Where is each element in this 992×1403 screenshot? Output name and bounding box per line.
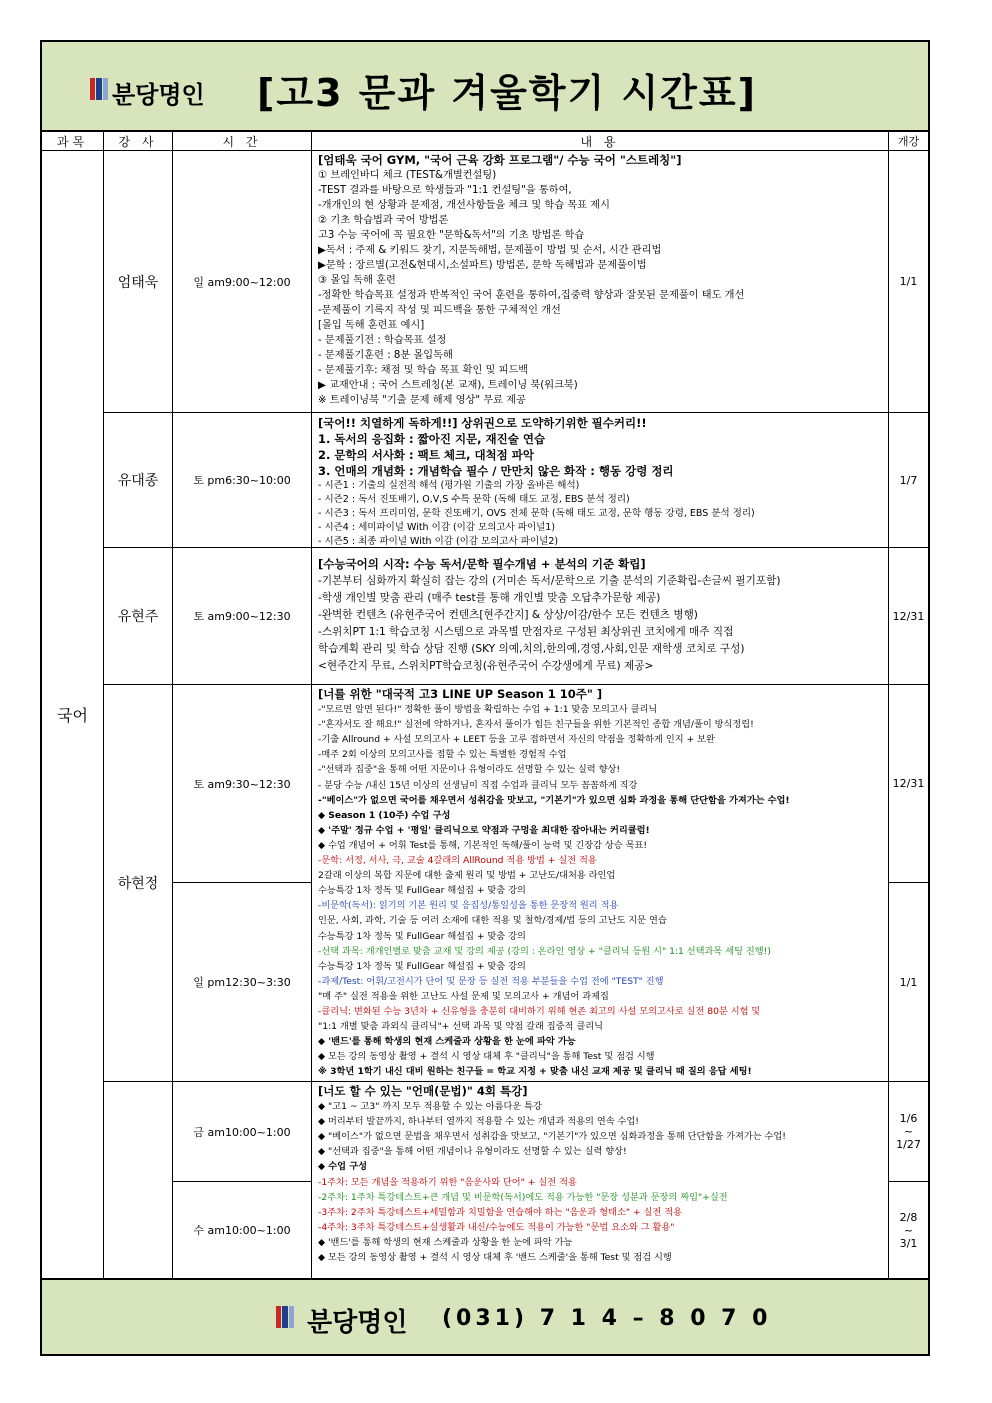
col-teacher: 강 사: [104, 132, 173, 151]
timetable-sheet: [40, 40, 930, 1356]
content-line: ◆ "선택과 집중"을 통해 어떤 개념이나 유형이라도 선명할 수 있는 실력 향상!: [318, 1146, 627, 1158]
content-line: -문제풀이 기록지 작성 및 피드백을 통한 구체적인 개선: [318, 305, 561, 316]
subject-cell: 국어: [42, 151, 104, 1278]
start-cell: 12/31: [889, 685, 928, 883]
content-cell: [312, 548, 889, 685]
content-heading: [국어!! 치열하게 독하게!!] 상위권으로 도약하기위한 필수커리!!: [318, 416, 647, 430]
content-line: 2갈래 이상의 복합 지문에 대한 출제 원리 및 방법 + 고난도/대처용 라인업: [318, 870, 616, 882]
content-heading: [너를 위한 "대국적 고3 LINE UP Season 1 10주" ]: [318, 687, 603, 701]
footer-brand: 분당명인: [307, 1308, 408, 1338]
content-line: -4주차: 3주차 특강테스트+실생활과 내신/수능에도 적용이 가능한 "문법 요소와 그 활용": [318, 1221, 675, 1233]
time-cell: 토 am9:30~12:30: [173, 685, 312, 883]
content-line: - 문제풀기후: 채점 및 학습 목표 확인 및 피드백: [318, 365, 529, 376]
content-line: 2. 문학의 서사화 : 팩트 체크, 대척점 파악: [318, 448, 534, 462]
content-line: -개개인의 현 상황과 문제점, 개선사항들을 체크 및 학습 목표 제시: [318, 200, 610, 211]
start-cell: 1/7: [889, 413, 928, 548]
start-cell: 2/8 ~ 3/1: [899, 1210, 918, 1250]
content-heading: [수능국어의 시작: 수능 독서/문학 필수개념 + 분석의 기준 확립]: [318, 557, 646, 571]
content-line: -완벽한 컨텐츠 (유현주국어 컨텐츠[현주간지] & 상상/이감/한수 모든 컨텐츠 병행): [318, 609, 698, 621]
content-line: -스위치PT 1:1 학습코칭 시스템으로 과목별 만점자로 구성된 최상위권 코치에게 매주 직접: [318, 626, 734, 638]
content-line: -기출 Allround + 사설 모의고사 + LEET 등을 고루 접하면서 자신의 약점을 정확하게 인지 + 보완: [318, 734, 715, 746]
start-cell: 1/1: [889, 151, 928, 413]
content-line: ◆ '밴드'를 통해 학생의 현재 스케줄과 상황을 한 눈에 파악 가능: [318, 1236, 573, 1248]
content-line: - 시즌1 : 기출의 실전적 해석 (평가원 기출의 가장 올바른 해석): [318, 480, 580, 491]
time-cell: 일 pm12:30~3:30: [173, 883, 312, 1082]
content-cell: [312, 685, 889, 1082]
content-line: -클리닉: 변화된 수능 3년차 + 신유형을 충분히 대비하기 위해 현존 최고의 사설 모의고사로 실전 80분 시험 및: [318, 1005, 761, 1017]
time-cell: 수 am10:00~1:00: [173, 1182, 312, 1278]
content-line: 3. 언매의 개념화 : 개념학습 필수 / 만만치 않은 화작 : 행동 강령 정리: [318, 464, 674, 478]
content-line: ▶문학 : 장르별(고전&현대시,소설파트) 방법론, 문학 독해법과 문제풀이법: [318, 260, 647, 271]
content-line: 고3 수능 국어에 꼭 필요한 "문학&독서"의 기초 방법론 학습: [318, 230, 585, 241]
content-line: -"베이스"가 없으면 국어를 채우면서 성취감을 맛보고, "기본기"가 있으면 심화 과정을 통해 단단함을 가져가는 수업!: [318, 794, 790, 806]
content-line: <현주간지 무료, 스위치PT학습코칭(유현주국어 수강생에게 무료) 제공>: [318, 660, 654, 672]
content-line: ◆ "베이스"가 없으면 문법을 채우면서 성취감을 맛보고, "기본기"가 있으면 심화과정을 통해 단단함을 가져가는 수업!: [318, 1131, 786, 1143]
content-line: -매주 2회 이상의 모의고사를 접할 수 있는 특별한 경험적 수업: [318, 749, 567, 761]
time-cell: 금 am10:00~1:00: [173, 1082, 312, 1182]
content-line: -1주차: 모든 개념을 적용하기 위한 "음운사와 단어" + 실전 적용: [318, 1176, 577, 1188]
logo-icon: [90, 78, 108, 100]
start-cell: 1/1: [889, 883, 928, 1082]
start-cell: 12/31: [889, 548, 928, 685]
content-line: 수능특강 1차 정독 및 FullGear 해설집 + 맞춤 강의: [318, 930, 526, 942]
content-line: ◆ '주말' 정규 수업 + '평일' 클리닉으로 약점과 구멍을 최대한 잡아내는 커리큘럼!: [318, 824, 650, 836]
content-line: "1:1 개별 맞춤 과외식 클리닉"+ 선택 과목 및 약점 갈래 집중적 클리닉: [318, 1021, 603, 1033]
content-line: -비문학(독서): 읽기의 기본 원리 및 응집성/통일성을 통한 문장적 원리 적용: [318, 900, 619, 912]
content-line: 수능특강 1차 정독 및 FullGear 해설집 + 맞춤 강의: [318, 885, 526, 897]
content-line: - 시즌4 : 세미파이널 With 이감 (이감 모의고사 파이널1): [318, 522, 556, 533]
footer-band: [42, 1278, 928, 1354]
content-cell: [312, 151, 889, 413]
content-line: ※ 트레이닝북 "기출 문제 해제 영상" 무료 제공: [318, 395, 526, 406]
content-line: - 문제풀기전 : 학습목표 설정: [318, 335, 447, 346]
time-cell: 일 am9:00~12:00: [173, 151, 312, 413]
content-cell: [312, 1082, 889, 1278]
teacher-cell-continued: [104, 1082, 173, 1278]
content-line: ◆ 모든 강의 동영상 촬영 + 결석 시 영상 대체 후 "클리닉"을 통해 Test 및 점검 시행: [318, 1051, 655, 1063]
content-line: ※ 3학년 1학기 내신 대비 원하는 친구들 = 학교 지정 + 맞춤 내신 교재 제공 및 클리닉 때 질의 응답 세팅!: [318, 1066, 752, 1078]
content-line: ◆ 수업 구성: [318, 1161, 367, 1173]
header-brand: 분당명인: [112, 81, 205, 109]
teacher-cell: 엄태욱: [104, 151, 173, 413]
logo-icon: [276, 1306, 294, 1328]
content-line: -"혼자서도 잘 해요!" 실전에 약하거나, 혼자서 풀이가 힘든 친구들을 위한 기본적인 종합 개념/풀이 방식정립!: [318, 719, 754, 731]
content-line: -선택 과목: 개개인별로 맞춤 교재 및 강의 제공 (강의 : 온라인 영상 + "클리닉 등원 시" 1:1 선택과목 세팅 진행!): [318, 945, 771, 957]
page-title: [고3 문과 겨울학기 시간표]: [257, 71, 757, 115]
content-line: 학습계획 관리 및 학습 상담 진행 (SKY 의예,치의,한의예,경영,사회,인문 재학생 코치로 구성): [318, 643, 745, 655]
content-line: - 시즌3 : 독서 프리미엄, 문학 진또배기, OVS 전체 문학 (독해 태도 교정, 문학 행동 강령, EBS 분석 정리): [318, 508, 755, 519]
start-cell: 1/6 ~ 1/27: [889, 1082, 928, 1182]
time-cell: 토 pm6:30~10:00: [173, 413, 312, 548]
content-line: 1. 독서의 응집화 : 짧아진 지문, 재진술 연습: [318, 432, 546, 446]
content-line: -기본부터 심화까지 확실히 잡는 강의 (거미손 독서/문학으로 기출 분석의 기준확립-손글씨 필기포함): [318, 575, 781, 587]
col-content: 내 용: [312, 132, 889, 151]
content-line: ▶독서 : 주제 & 키워드 찾기, 지문독해법, 문제풀이 방법 및 순서, 시간 관리법: [318, 245, 662, 256]
content-line: -TEST 결과를 바탕으로 학생들과 "1:1 컨설팅"을 통하여,: [318, 185, 572, 196]
col-subject: 과목: [42, 132, 104, 151]
content-line: ① 브레인바디 체크 (TEST&개별컨설팅): [318, 170, 497, 181]
content-line: ③ 몰입 독해 훈련: [318, 275, 396, 286]
content-line: -학생 개인별 맞춤 관리 (매주 test를 통해 개인별 맞춤 오답추가문항 제공): [318, 592, 661, 604]
content-line: ◆ '밴드'를 통해 학생의 현재 스케줄과 상황을 한 눈에 파악 가능: [318, 1036, 576, 1048]
content-line: - 시즌2 : 독서 진또배기, O,V,S 수특 문학 (독해 태도 교정, EBS 분석 정리): [318, 494, 630, 505]
content-line: ◆ 모든 강의 동영상 촬영 + 결석 시 영상 대체 후 '밴드 스케줄'을 통해 Test 및 점검 시행: [318, 1252, 672, 1264]
content-line: -2주차: 1주차 특강테스트+큰 개념 및 비문학(독서)에도 적용 가능한 "문장 성분과 문장의 짜임"+실전: [318, 1191, 728, 1203]
content-line: - 시즌5 : 최종 파이널 With 이감 (이감 모의고사 파이널2): [318, 536, 559, 547]
content-line: [몰입 독해 훈련표 예시]: [318, 320, 425, 331]
content-heading: [엄태욱 국어 GYM, "국어 근육 강화 프로그램"/ 수능 국어 "스트레칭"]: [318, 153, 682, 167]
content-line: 수능특강 1차 정독 및 FullGear 해설집 + 맞춤 강의: [318, 960, 526, 972]
content-line: -과제/Test: 어휘/고전시가 단어 및 문장 등 실전 적용 부분들을 수업 전에 "TEST" 진행: [318, 975, 664, 987]
content-line: -문학: 서정, 서사, 극, 교술 4갈래의 AllRound 적용 방법 + 실전 적용: [318, 855, 597, 867]
content-line: ▶ 교재안내 : 국어 스트레칭(본 교재), 트레이닝 북(워크북): [318, 380, 578, 391]
teacher-cell: 하현정: [104, 685, 173, 1082]
content-line: ◆ "고1 ~ 고3" 까지 모두 적용할 수 있는 아름다운 특강: [318, 1101, 542, 1113]
content-line: - 분당 수능 /내신 15년 이상의 선생님이 직접 수업과 클리닉 모두 꼼꼼하게 직강: [318, 779, 638, 791]
content-line: - 문제풀기훈련 : 8분 몰입독해: [318, 350, 453, 361]
teacher-cell: 유현주: [104, 548, 173, 685]
col-start: 개강: [889, 132, 928, 151]
content-line: ◆ 머리부터 발끝까지, 하나부터 열까지 적용할 수 있는 개념과 적용의 연속 수업!: [318, 1116, 639, 1128]
content-line: "매 주" 실전 적용을 위한 고난도 사설 문제 및 모의고사 + 개념어 과제집: [318, 990, 609, 1002]
time-cell: 토 am9:00~12:30: [173, 548, 312, 685]
teacher-cell: 유대종: [104, 413, 173, 548]
content-line: -정확한 학습목표 설정과 반복적인 국어 훈련을 통하여,집중력 향상과 잘못된 문제풀이 태도 개선: [318, 290, 745, 301]
content-line: -3주차: 2주차 특강테스트+세밀함과 치밀함을 연습해야 하는 "음운과 형태소" + 실전 적용: [318, 1206, 683, 1218]
content-line: ◆ 수업 개념어 + 어휘 Test를 통해, 기본적인 독해/풀이 능력 및 긴장감 상승 목표!: [318, 839, 648, 851]
content-line: -"모르면 알면 된다!" 정확한 풀이 방법을 확립하는 수업 + 1:1 맞춤 모의고사 클리닉: [318, 704, 658, 716]
content-line: 인문, 사회, 과학, 기술 등 여러 소재에 대한 적용 및 철학/경제/법 등의 고난도 지문 연습: [318, 915, 667, 927]
content-cell: [312, 413, 889, 548]
content-line: -"선택과 집중"을 통해 어떤 지문이나 유형이라도 선명할 수 있는 실력 향상!: [318, 764, 621, 776]
header-band: [42, 42, 928, 132]
content-line: ◆ Season 1 (10주) 수업 구성: [318, 809, 451, 821]
col-time: 시 간: [173, 132, 312, 151]
content-heading: [너도 할 수 있는 "언매(문법)" 4회 특강]: [318, 1084, 528, 1098]
content-line: ② 기초 학습법과 국어 방법론: [318, 215, 449, 226]
footer-phone: (031) 7 1 4 – 8 0 7 0: [442, 1306, 772, 1331]
